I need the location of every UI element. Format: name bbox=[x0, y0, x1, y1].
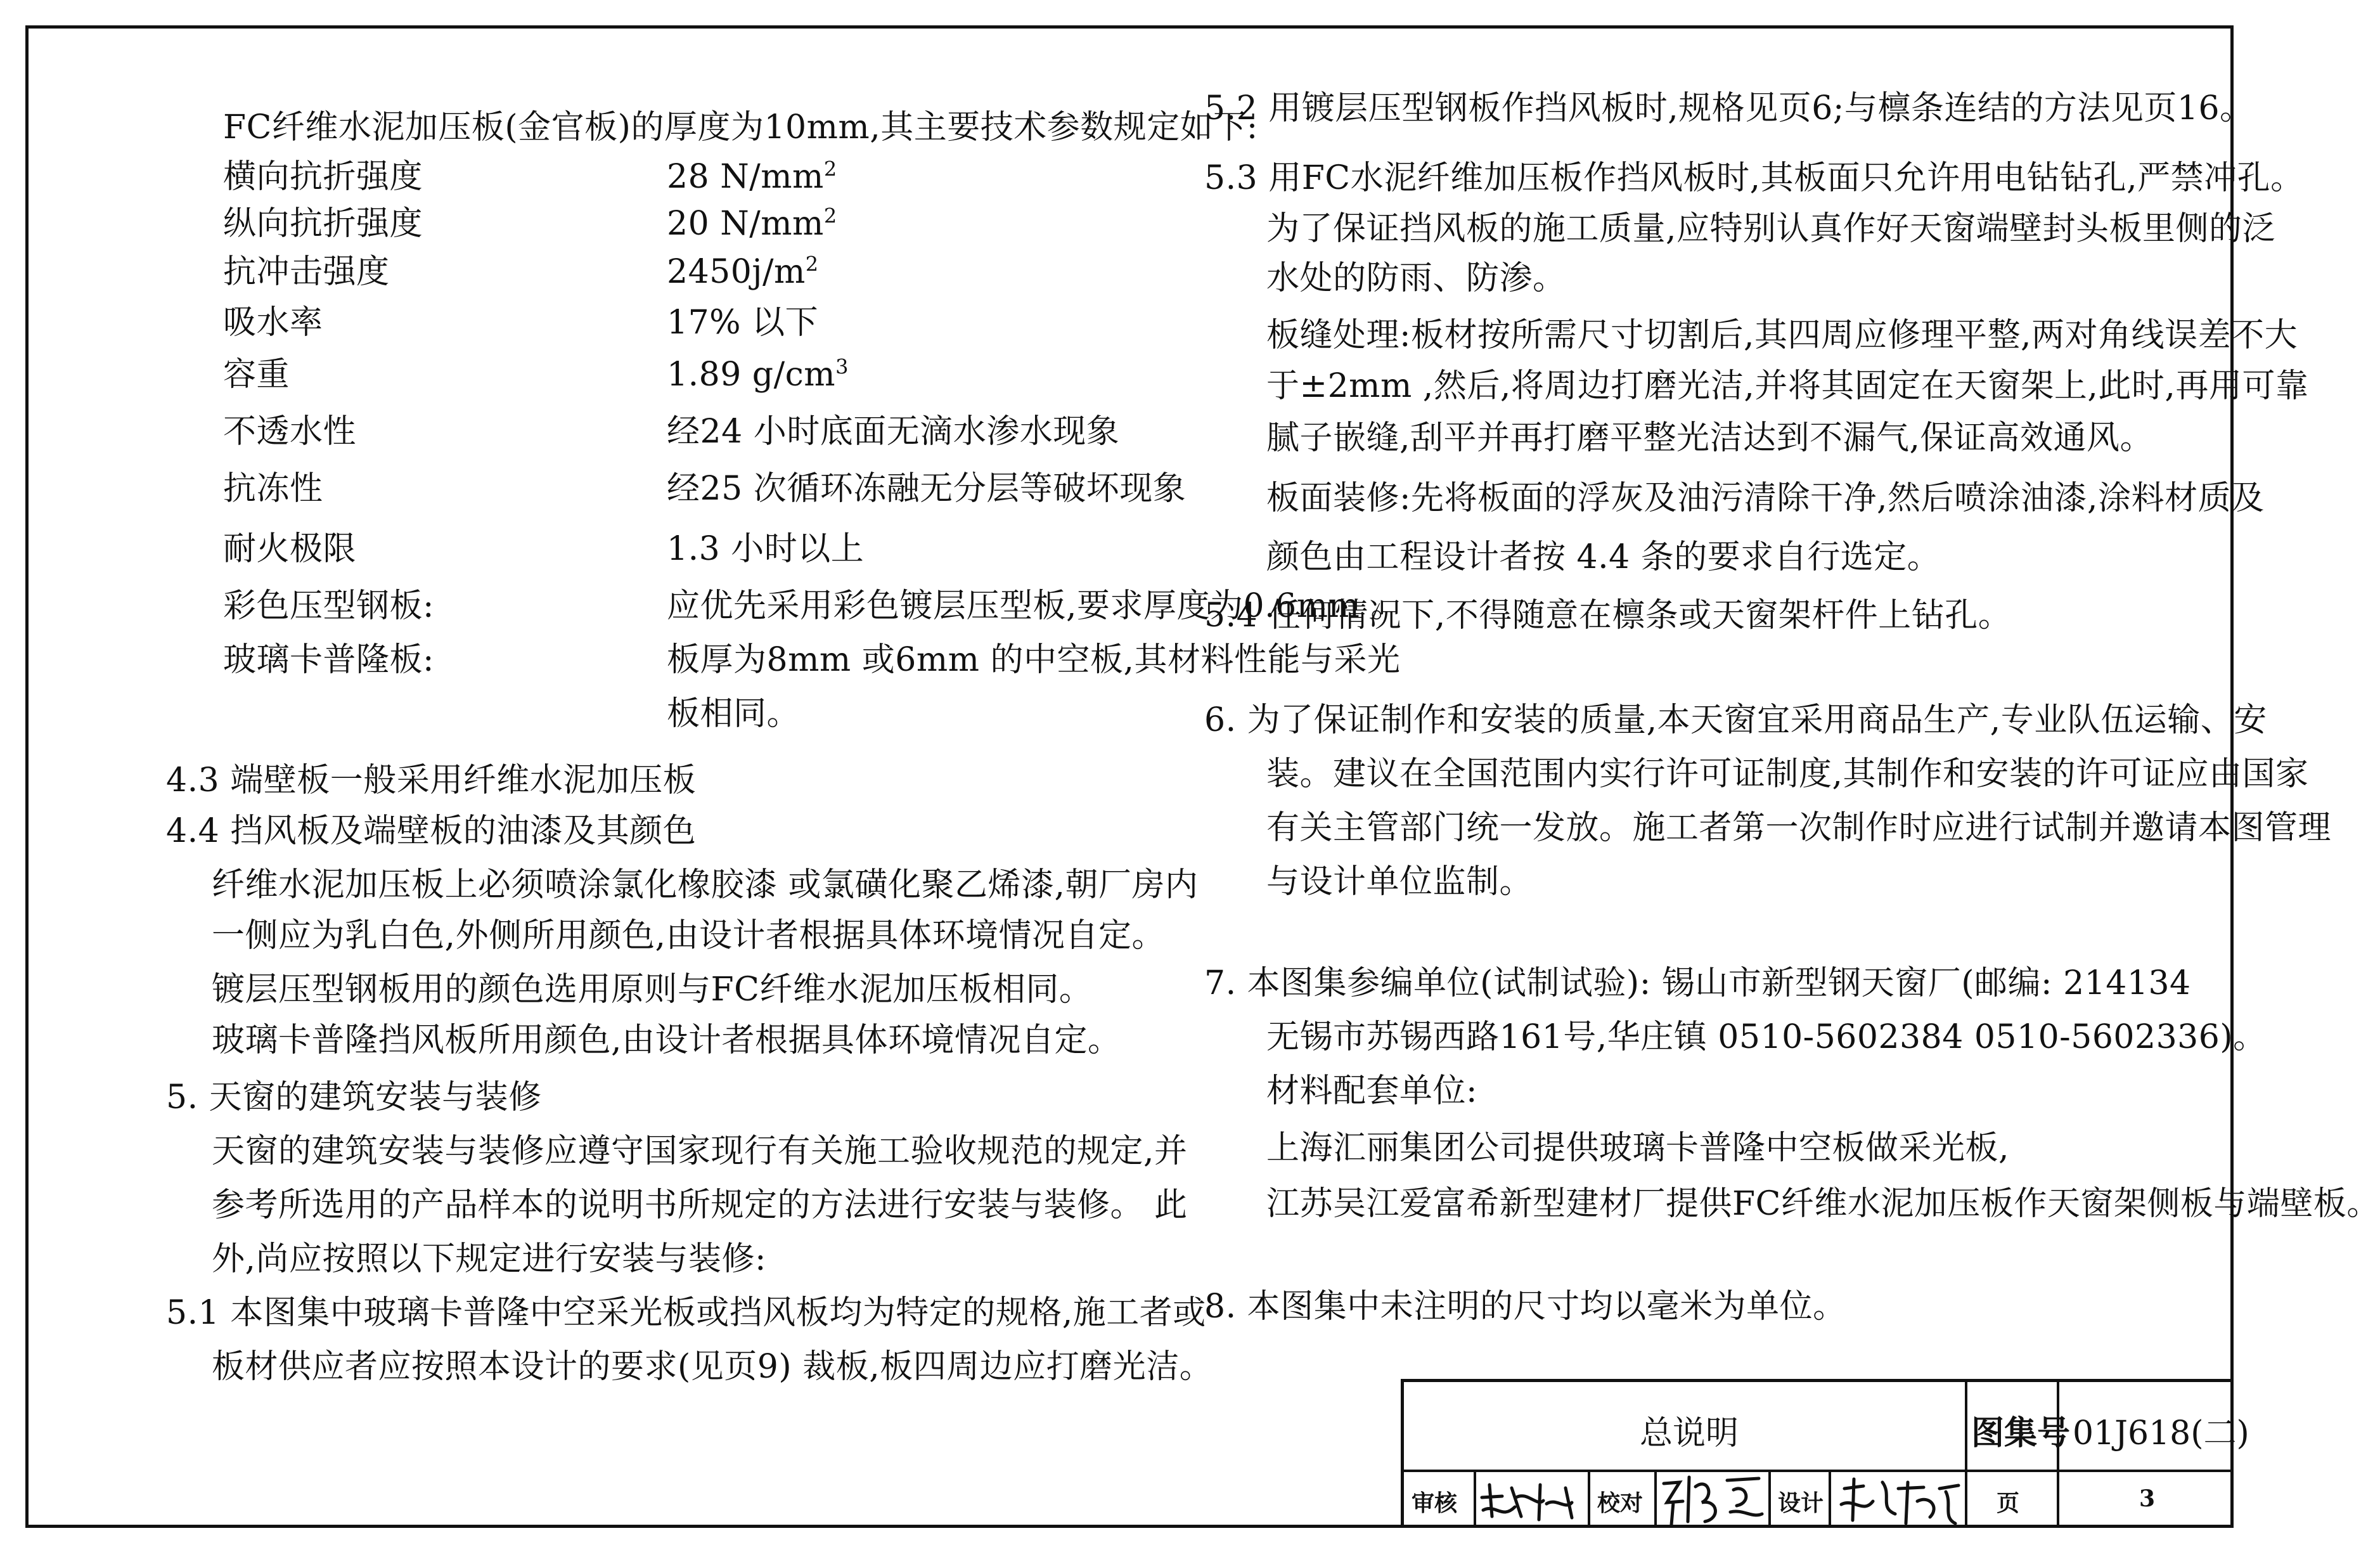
section-5-3: 5.3 用FC水泥纤维加压板作挡风板时,其板面只允许用电钻钻孔,严禁冲孔。 bbox=[1204, 159, 2304, 197]
param-value: 28 $N/mm^2$ bbox=[667, 157, 837, 196]
atlas-number-label: 图集号 bbox=[1971, 1414, 2071, 1452]
intro-line: FC纤维水泥加压板(金官板)的厚度为10mm,其主要技术参数规定如下: bbox=[223, 108, 1258, 146]
param-row bbox=[223, 586, 1404, 626]
param-row bbox=[223, 354, 849, 394]
param-row bbox=[223, 303, 819, 342]
param-name: 吸水率 bbox=[223, 304, 323, 342]
title-block-divider bbox=[1768, 1470, 1771, 1528]
title-block-divider bbox=[1588, 1470, 1590, 1528]
paragraph-line: 天窗的建筑安装与装修应遵守国家现行有关施工验收规范的规定,并 bbox=[212, 1132, 1188, 1170]
param-value: $2450j/m^2$ bbox=[667, 252, 819, 291]
paragraph-line: 水处的防雨、防渗。 bbox=[1266, 259, 1566, 297]
paragraph-line: 外,尚应按照以下规定进行安装与装修: bbox=[212, 1240, 767, 1278]
section-7: 7. 本图集参编单位(试制试验): 锡山市新型钢天窗厂(邮编: 214134 bbox=[1204, 964, 2191, 1002]
param-row bbox=[223, 157, 837, 197]
param-value: 应优先采用彩色镀层压型板,要求厚度为0.6mm 。 bbox=[667, 587, 1404, 625]
param-name: 横向抗折强度 bbox=[223, 158, 423, 196]
checker-signature-icon bbox=[1657, 1464, 1765, 1528]
designer-signature-icon bbox=[1835, 1470, 1962, 1530]
section-5: 5. 天窗的建筑安装与装修 bbox=[166, 1078, 542, 1116]
section-6: 6. 为了保证制作和安装的质量,本天窗宜采用商品生产,专业队伍运输、安 bbox=[1204, 701, 2267, 739]
param-name: 不透水性 bbox=[223, 413, 357, 451]
paragraph-line: 有关主管部门统一发放。施工者第一次制作时应进行试制并邀请本图管理 bbox=[1266, 809, 2332, 847]
param-row bbox=[223, 252, 819, 292]
param-row bbox=[223, 469, 1187, 508]
title-block-divider bbox=[1829, 1470, 1831, 1528]
paragraph-line: 与设计单位监制。 bbox=[1266, 863, 1533, 901]
param-row bbox=[223, 412, 1120, 451]
check-label: 校对 bbox=[1597, 1490, 1643, 1516]
review-label: 审核 bbox=[1412, 1490, 1458, 1516]
section-5-4: 5.4 任何情况下,不得随意在檩条或天窗架杆件上钻孔。 bbox=[1204, 597, 2012, 635]
paragraph-line: 纤维水泥加压板上必须喷涂氯化橡胶漆 或氯磺化聚乙烯漆,朝厂房内 bbox=[212, 866, 1199, 904]
param-name: 抗冲击强度 bbox=[223, 253, 390, 291]
paragraph-line: 板面装修:先将板面的浮灰及油污清除干净,然后喷涂油漆,涂料材质及 bbox=[1266, 479, 2265, 517]
paragraph-line: 材料配套单位: bbox=[1266, 1072, 1478, 1110]
param-name: 彩色压型钢板: bbox=[223, 587, 435, 625]
title-block-divider bbox=[2057, 1382, 2059, 1528]
param-row bbox=[223, 529, 865, 569]
paragraph-line: 板缝处理:板材按所需尺寸切割后,其四周应修理平整,两对角线误差不大 bbox=[1266, 316, 2298, 354]
section-5-1: 5.1 本图集中玻璃卡普隆中空采光板或挡风板均为特定的规格,施工者或 bbox=[166, 1294, 1206, 1332]
param-value: 17% 以下 bbox=[667, 304, 819, 342]
paragraph-line: 装。建议在全国范围内实行许可证制度,其制作和安装的许可证应由国家 bbox=[1266, 755, 2309, 793]
section-4-3: 4.3 端壁板一般采用纤维水泥加压板 bbox=[166, 761, 697, 799]
param-value: 1.3 小时以上 bbox=[667, 530, 865, 568]
title-block-divider bbox=[1474, 1470, 1476, 1528]
page-number: 3 bbox=[2139, 1485, 2156, 1512]
param-value: 经25 次循环冻融无分层等破坏现象 bbox=[667, 470, 1187, 508]
paragraph-line: 镀层压型钢板用的颜色选用原则与FC纤维水泥加压板相同。 bbox=[212, 971, 1093, 1009]
title-block-divider bbox=[1965, 1382, 1967, 1528]
param-name: 玻璃卡普隆板: bbox=[223, 641, 435, 679]
reviewer-signature-icon bbox=[1477, 1472, 1585, 1529]
param-value: 1.89 $g/cm^3$ bbox=[667, 354, 849, 394]
paragraph-line: 板材供应者应按照本设计的要求(见页9) 裁板,板四周边应打磨光洁。 bbox=[212, 1348, 1213, 1386]
paragraph-line: 玻璃卡普隆挡风板所用颜色,由设计者根据具体环境情况自定。 bbox=[212, 1021, 1121, 1059]
title-block bbox=[1401, 1379, 2249, 1528]
section-8: 8. 本图集中未注明的尺寸均以毫米为单位。 bbox=[1204, 1288, 1846, 1326]
paragraph-line: 于±2mm ,然后,将周边打磨光洁,并将其固定在天窗架上,此时,再用可靠 bbox=[1266, 367, 2309, 405]
page-label: 页 bbox=[1997, 1490, 2020, 1516]
param-name: 纵向抗折强度 bbox=[223, 205, 423, 243]
paragraph-line: 腻子嵌缝,刮平并再打磨平整光洁达到不漏气,保证高效通风。 bbox=[1266, 419, 2154, 457]
title-block-divider bbox=[1654, 1470, 1657, 1528]
param-continuation: 板相同。 bbox=[667, 695, 801, 733]
paragraph-line: 无锡市苏锡西路161号,华庄镇 0510-5602384 0510-5602336)。 bbox=[1266, 1018, 2267, 1056]
design-label: 设计 bbox=[1778, 1490, 1824, 1516]
param-value: 20 $N/mm^2$ bbox=[667, 204, 837, 243]
param-name: 耐火极限 bbox=[223, 530, 357, 568]
paragraph-line: 参考所选用的产品样本的说明书所规定的方法进行安装与装修。 此 bbox=[212, 1186, 1188, 1224]
param-value: 板厚为8mm 或6mm 的中空板,其材料性能与采光 bbox=[667, 641, 1401, 679]
param-name: 容重 bbox=[223, 356, 290, 394]
paragraph-line: 江苏吴江爱富希新型建材厂提供FC纤维水泥加压板作天窗架侧板与端壁板。 bbox=[1266, 1185, 2380, 1223]
section-4-4: 4.4 挡风板及端壁板的油漆及其颜色 bbox=[166, 812, 697, 850]
paragraph-line: 一侧应为乳白色,外侧所用颜色,由设计者根据具体环境情况自定。 bbox=[212, 917, 1166, 955]
param-row bbox=[223, 640, 1401, 680]
paragraph-line: 上海汇丽集团公司提供玻璃卡普隆中空板做采光板, bbox=[1266, 1129, 2010, 1167]
section-5-2: 5.2 用镀层压型钢板作挡风板时,规格见页6;与檩条连结的方法见页16。 bbox=[1204, 89, 2253, 127]
param-row bbox=[223, 204, 837, 243]
atlas-number: 01J618(二) bbox=[2073, 1414, 2249, 1452]
param-value: 经24 小时底面无滴水渗水现象 bbox=[667, 413, 1120, 451]
param-name: 抗冻性 bbox=[223, 470, 323, 508]
paragraph-line: 为了保证挡风板的施工质量,应特别认真作好天窗端壁封头板里侧的泛 bbox=[1266, 210, 2276, 248]
paragraph-line: 颜色由工程设计者按 4.4 条的要求自行选定。 bbox=[1266, 538, 1941, 576]
drawing-title: 总说明 bbox=[1640, 1414, 1739, 1452]
